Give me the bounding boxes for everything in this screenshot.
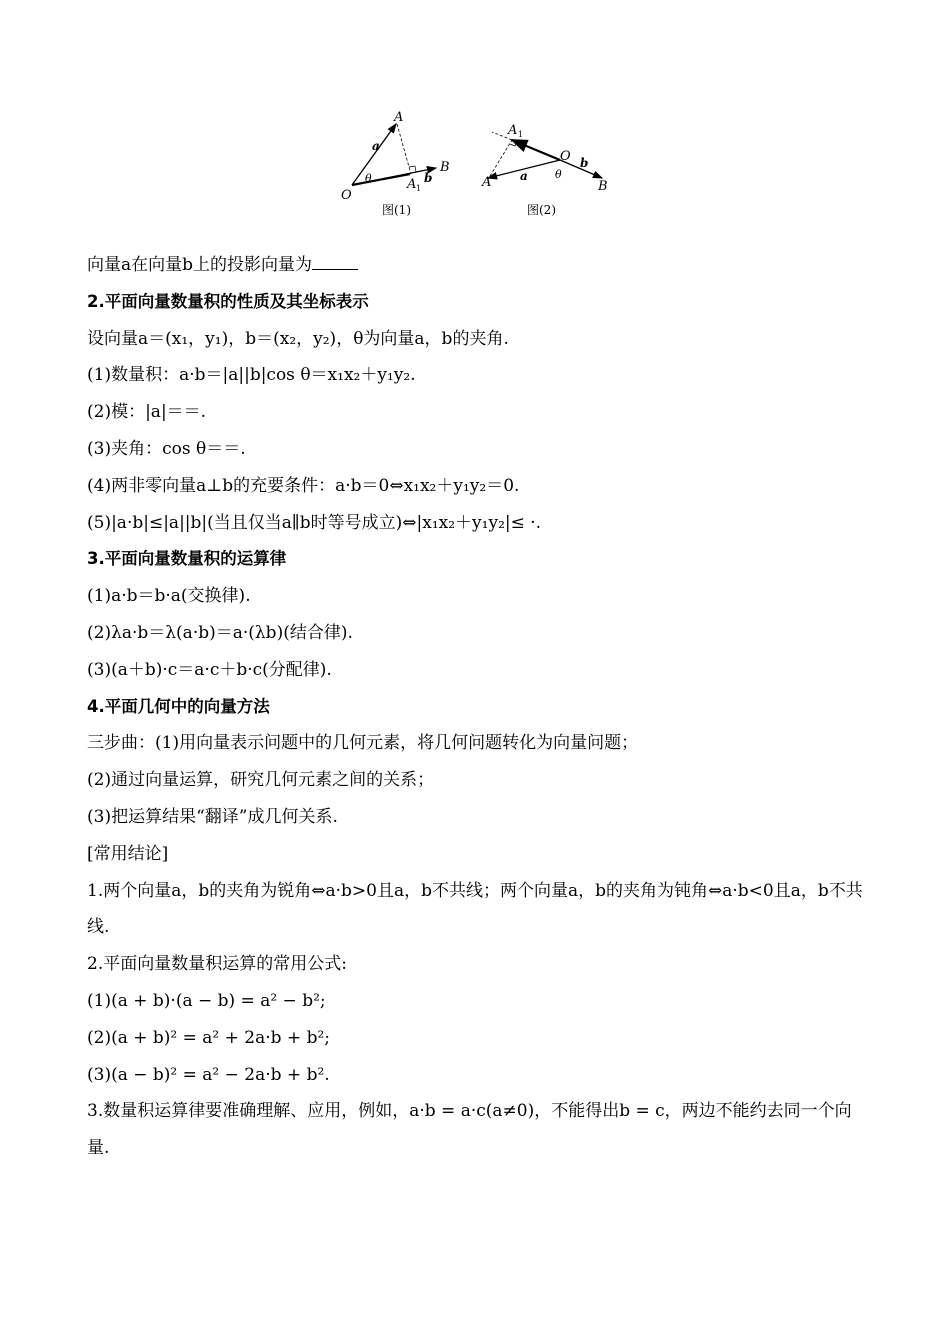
text-line: 设向量a＝(x₁，y₁)，b＝(x₂，y₂)，θ为向量a，b的夹角. (87, 328, 509, 349)
text-line: (4)两非零向量a⊥b的充要条件：a·b＝0⇔x₁x₂＋y₁y₂＝0. (87, 475, 520, 496)
fig1-caption: 图(1) (382, 203, 411, 217)
fig2-label-vec-a: a (520, 169, 528, 183)
text-line: (5)|a·b|≤|a||b|(当且仅当a∥b时等号成立)⇔|x₁x₂＋y₁y₂|≤ ·. (87, 512, 542, 533)
projection-question: 向量a在向量b上的投影向量为 (87, 247, 867, 284)
text-line: (3)夹角：cos θ＝＝. (87, 438, 246, 459)
formula-line: (3)(a − b)² = a² − 2a·b + b². (87, 1064, 330, 1085)
fig1-right-angle (409, 166, 416, 172)
text-line: (3)把运算结果“翻译”成几何关系. (87, 806, 338, 827)
fig1-label-O: O (341, 188, 352, 203)
fig1-vector-a (352, 124, 396, 185)
fig2-projection-vector (512, 140, 560, 160)
text-line: (2)模：|a|＝＝. (87, 402, 207, 423)
fig2-label-B: B (598, 179, 608, 194)
text-line: (1)a·b＝b·a(交换律). (87, 586, 251, 607)
text-line: (1)数量积：a·b＝|a||b|cos θ＝x₁x₂＋y₁y₂. (87, 365, 416, 386)
text-line: (2)λa·b＝λ(a·b)＝a·(λb)(结合律). (87, 622, 353, 643)
section-2-heading: 2.平面向量数量积的性质及其坐标表示 (87, 291, 369, 311)
formula-line: (2)(a + b)² = a² + 2a·b + b²; (87, 1027, 330, 1048)
conclusion-2: 2.平面向量数量积运算的常用公式: (87, 954, 347, 975)
fig1-label-A1-sub: 1 (416, 184, 422, 193)
conclusion-1: 1.两个向量a，b的夹角为锐角⇔a·b>0且a，b不共线；两个向量a，b的夹角为钝角⇔a·b<0且a，b不共线. (87, 880, 863, 938)
fig2-label-theta: θ (555, 168, 562, 181)
figure-2 (481, 123, 608, 217)
document-body (87, 247, 867, 1167)
fig1-label-A1: A (407, 177, 417, 192)
text-line: (2)通过向量运算，研究几何元素之间的关系； (87, 770, 435, 791)
section-4-heading: 4.平面几何中的向量方法 (87, 696, 270, 716)
conclusion-3: 3.数量积运算律要准确理解、应用，例如，a·b = a·c(a≠0)，不能得出b = c，两边不能约去同一个向量. (87, 1101, 852, 1159)
fig1-label-vec-b: b (424, 171, 433, 185)
common-conclusions-label: [常用结论] (87, 843, 169, 864)
fig2-perpendicular (490, 140, 512, 176)
fig1-label-B: B (440, 160, 450, 175)
projection-figures (330, 110, 630, 225)
fig1-label-theta: θ (365, 172, 372, 185)
figure-1 (341, 110, 450, 217)
fig1-a1-vector (352, 174, 410, 185)
section-3-heading: 3.平面向量数量积的运算律 (87, 549, 287, 569)
formula-line: (1)(a + b)·(a − b) = a² − b²; (87, 990, 326, 1011)
fig2-caption: 图(2) (527, 203, 556, 217)
fig2-label-O: O (560, 149, 571, 164)
fig2-label-A1: A (508, 123, 518, 138)
fig2-label-A1-sub: 1 (518, 130, 524, 139)
fig1-label-A: A (394, 110, 404, 125)
fig2-label-vec-b: b (580, 156, 589, 170)
text-line: 三步曲：(1)用向量表示问题中的几何元素，将几何问题转化为向量问题； (87, 733, 639, 754)
answer-blank (312, 251, 358, 270)
fig1-perpendicular (397, 124, 411, 174)
fig1-label-vec-a: a (372, 139, 380, 153)
fig2-label-A: A (482, 175, 492, 190)
text-line: (3)(a＋b)·c＝a·c＋b·c(分配律). (87, 659, 332, 680)
